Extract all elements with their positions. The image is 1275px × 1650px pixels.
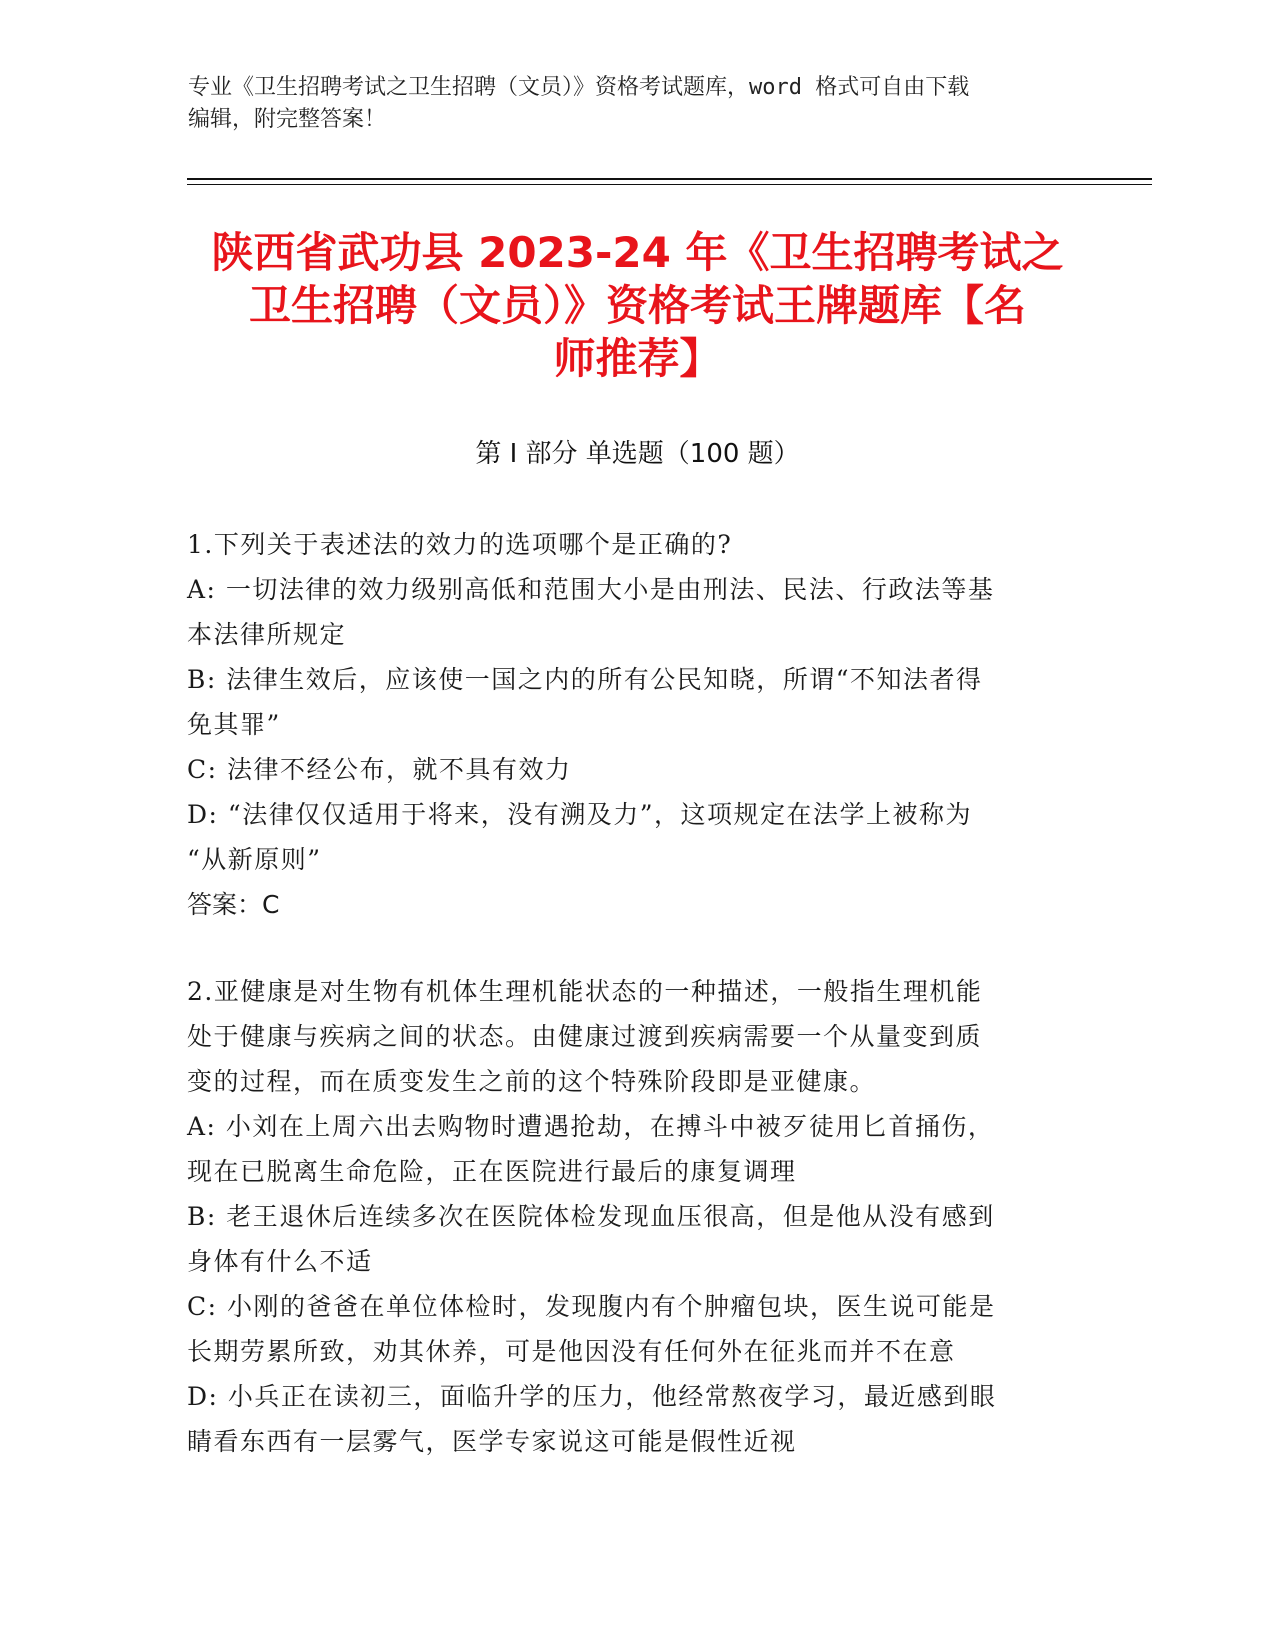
option-d: D: “法律仅仅适用于将来，没有溯及力”，这项规定在法学上被称为 <box>187 800 972 829</box>
title-line: 陕西省武功县 2023-24 年《卫生招聘考试之 <box>211 228 1064 277</box>
question-2 <box>187 969 1087 1464</box>
option-c-cont: 长期劳累所致，劝其休养，可是他因没有任何外在征兆而并不在意 <box>187 1337 956 1366</box>
option-a: A: 一切法律的效力级别高低和范围大小是由刑法、民法、行政法等基 <box>187 575 995 604</box>
header-note-line: 编辑，附完整答案！ <box>188 107 387 132</box>
answer-line: 答案：C <box>187 890 280 919</box>
question-stem: 2.亚健康是对生物有机体生理机能状态的一种描述，一般指生理机能 <box>187 977 983 1006</box>
option-a-cont: 现在已脱离生命危险，正在医院进行最后的康复调理 <box>187 1157 797 1186</box>
question-stem-cont: 处于健康与疾病之间的状态。由健康过渡到疾病需要一个从量变到质 <box>187 1022 983 1051</box>
option-a-cont: 本法律所规定 <box>187 620 347 649</box>
document-title <box>150 226 1125 385</box>
header-note-line: 专业《卫生招聘考试之卫生招聘（文员）》资格考试题库，word 格式可自由下载 <box>188 75 970 100</box>
option-d-cont: “从新原则” <box>187 845 322 874</box>
option-d: D: 小兵正在读初三，面临升学的压力，他经常熬夜学习，最近感到眼 <box>187 1382 997 1411</box>
option-b-cont: 身体有什么不适 <box>187 1247 373 1276</box>
option-b: B: 法律生效后，应该使一国之内的所有公民知晓，所谓“不知法者得 <box>187 665 983 694</box>
question-stem: 1.下列关于表述法的效力的选项哪个是正确的? <box>187 530 733 559</box>
option-c: C: 法律不经公布，就不具有效力 <box>187 755 572 784</box>
header-note <box>188 72 1068 136</box>
header-divider-thick <box>187 178 1152 180</box>
question-stem-cont: 变的过程，而在质变发生之前的这个特殊阶段即是亚健康。 <box>187 1067 877 1096</box>
title-line: 卫生招聘（文员）》资格考试王牌题库【名 <box>248 281 1026 330</box>
option-c: C: 小刚的爸爸在单位体检时，发现腹内有个肿瘤包块，医生说可能是 <box>187 1292 996 1321</box>
option-a: A: 小刘在上周六出去购物时遭遇抢劫，在搏斗中被歹徒用匕首捅伤， <box>187 1112 995 1141</box>
question-1 <box>187 522 1087 927</box>
section-heading: 第 I 部分 单选题（100 题） <box>475 439 800 469</box>
option-b: B: 老王退休后连续多次在医院体检发现血压很高，但是他从没有感到 <box>187 1202 995 1231</box>
header-divider-thin <box>187 184 1152 185</box>
question-spacer <box>187 927 1087 969</box>
question-list <box>187 522 1087 1464</box>
option-d-cont: 睛看东西有一层雾气，医学专家说这可能是假性近视 <box>187 1427 797 1456</box>
title-line: 师推荐】 <box>553 334 722 383</box>
option-b-cont: 免其罪” <box>187 710 281 739</box>
